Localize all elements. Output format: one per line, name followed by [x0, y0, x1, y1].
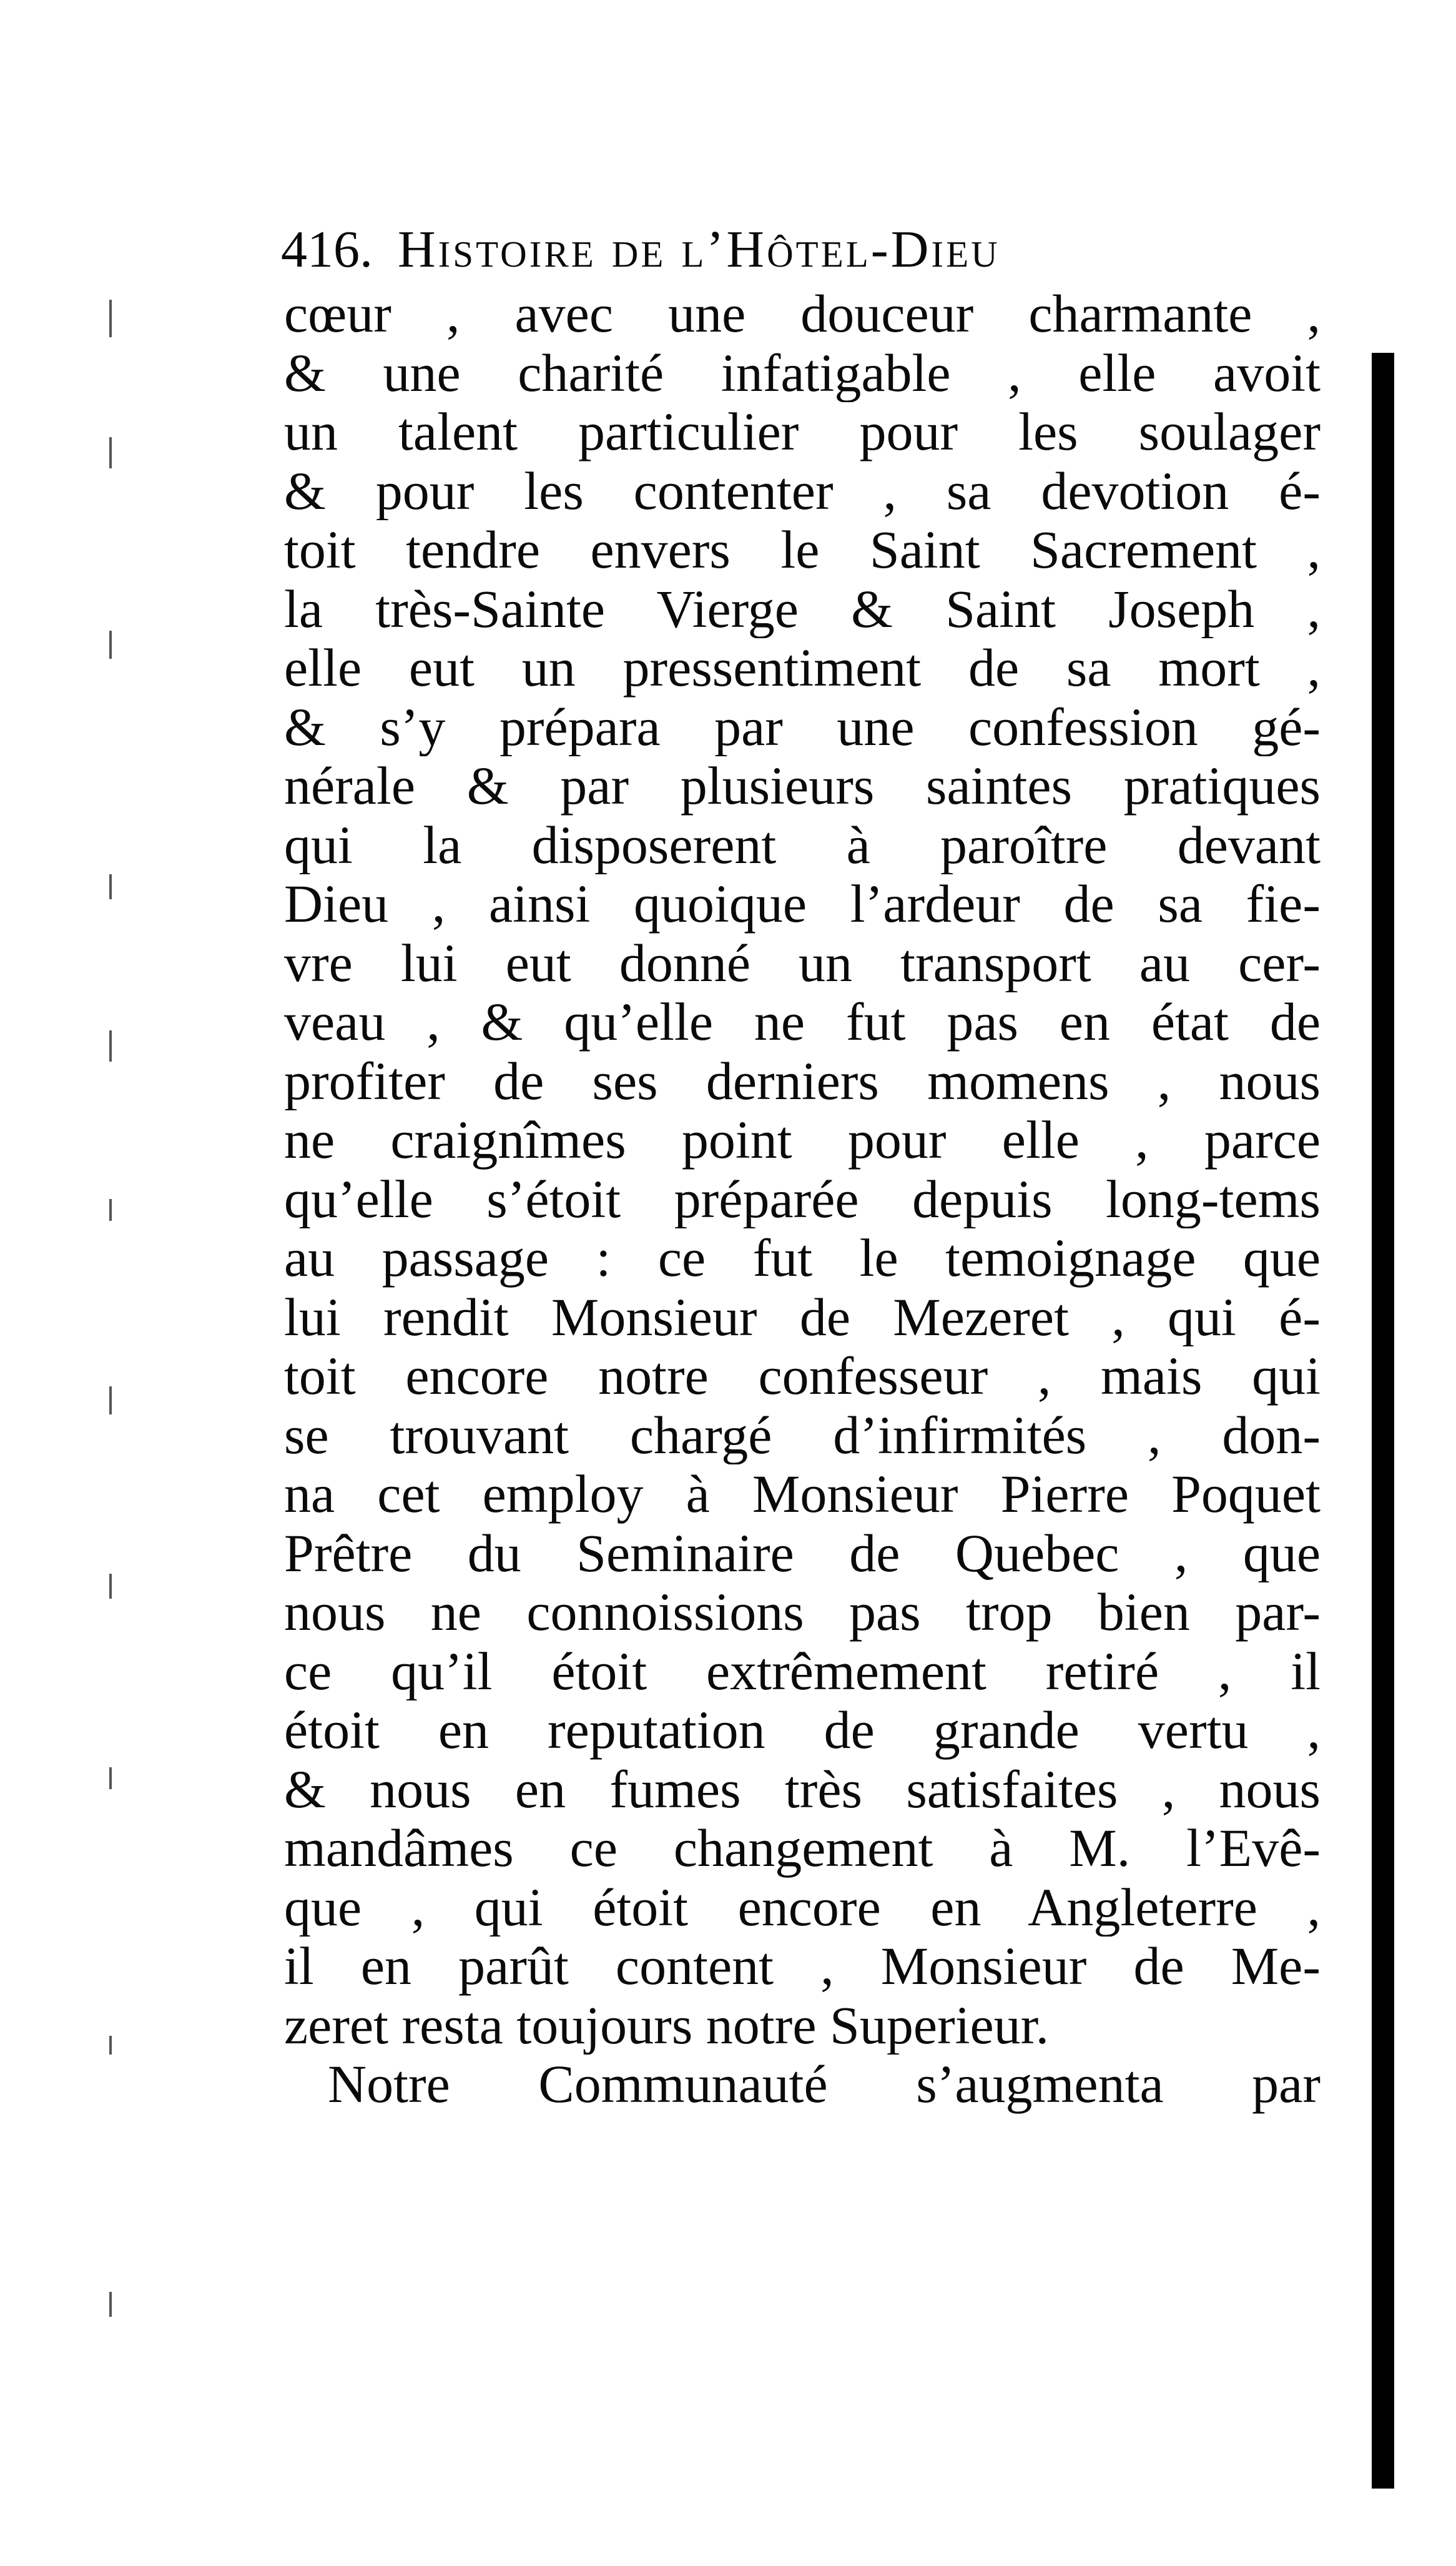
text-line: au passage : ce fut le temoignage que: [284, 1228, 1321, 1288]
gutter-mark: [109, 1386, 112, 1414]
text-line: se trouvant chargé d’infirmités , don-: [284, 1405, 1321, 1464]
gutter-mark: [109, 1574, 112, 1599]
text-line: Notre Communauté s’augmenta par: [328, 2055, 1321, 2114]
text-line: mandâmes ce changement à M. l’Evê-: [284, 1818, 1321, 1878]
text-line: & nous en fumes très satisfaites , nous: [284, 1759, 1321, 1818]
text-line: qu’elle s’étoit préparée depuis long-tems: [284, 1169, 1321, 1228]
text-line: ce qu’il étoit extrêmement retiré , il: [284, 1641, 1321, 1700]
text-line: toit tendre envers le Saint Sacrement ,: [284, 520, 1321, 580]
text-line: vre lui eut donné un transport au cer-: [284, 933, 1321, 992]
text-line: elle eut un pressentiment de sa mort ,: [284, 638, 1321, 698]
text-line: na cet employ à Monsieur Pierre Poquet: [284, 1464, 1321, 1524]
text-line: & s’y prépara par une confession gé-: [284, 697, 1321, 756]
gutter-mark: [109, 2292, 112, 2317]
text-line: Prêtre du Seminaire de Quebec , que: [284, 1523, 1321, 1582]
text-line: & une charité infatigable , elle avoit: [284, 343, 1321, 402]
gutter-mark: [109, 2036, 112, 2055]
gutter-mark: [109, 874, 112, 899]
gutter-mark: [109, 1030, 112, 1062]
text-line: que , qui étoit encore en Angleterre ,: [284, 1877, 1321, 1937]
text-line: Dieu , ainsi quoique l’ardeur de sa fie-: [284, 874, 1321, 934]
text-line: ne craignîmes point pour elle , parce: [284, 1110, 1321, 1170]
text-line: nous ne connoissions pas trop bien par-: [284, 1582, 1321, 1642]
text-line: il en parût content , Monsieur de Me-: [284, 1937, 1321, 1996]
text-line: zeret resta toujours notre Superieur.: [284, 1995, 1050, 2055]
page-number: 416.: [281, 220, 373, 279]
gutter-marks: [109, 294, 116, 2417]
gutter-mark: [109, 631, 112, 659]
text-line: toit encore notre confesseur , mais qui: [284, 1346, 1321, 1406]
text-line: un talent particulier pour les soulager: [284, 402, 1321, 461]
text-line: & pour les contenter , sa devotion é-: [284, 461, 1321, 520]
gutter-mark: [109, 437, 112, 468]
body-text: [284, 284, 1321, 2114]
text-line: qui la disposerent à paroître devant: [284, 815, 1321, 874]
scan-edge-shadow: [1372, 353, 1394, 2489]
text-line: étoit en reputation de grande vertu ,: [284, 1700, 1321, 1760]
running-head: [281, 215, 1292, 284]
gutter-mark: [109, 1199, 112, 1221]
text-line: lui rendit Monsieur de Mezeret , qui é-: [284, 1287, 1321, 1346]
gutter-mark: [109, 1767, 112, 1789]
text-line: profiter de ses derniers momens , nous: [284, 1051, 1321, 1110]
gutter-mark: [109, 300, 112, 337]
text-line: veau , & qu’elle ne fut pas en état de: [284, 992, 1321, 1052]
text-line: cœur , avec une douceur charmante ,: [284, 284, 1321, 343]
text-line: nérale & par plusieurs saintes pratiques: [284, 756, 1321, 816]
text-line: la très-Sainte Vierge & Saint Joseph ,: [284, 579, 1321, 638]
running-title: Histoire de l’Hôtel-Dieu: [398, 220, 1000, 279]
